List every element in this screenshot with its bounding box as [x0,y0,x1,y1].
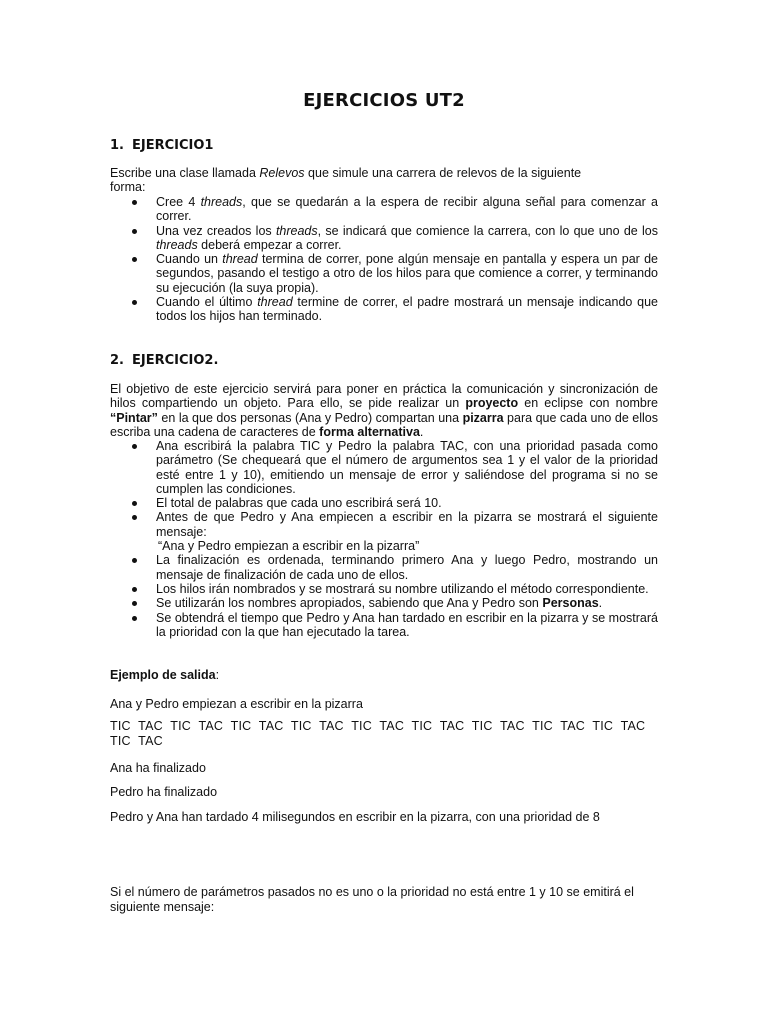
bullet-icon [132,515,137,520]
bullet-icon [132,444,137,449]
example-line-timing: Pedro y Ana han tardado 4 milisegundos en escribir en la pizarra, con una prioridad de 8 [110,810,600,824]
list-item: Antes de que Pedro y Ana empiecen a escribir en la pizarra se mostrará el siguiente mensaje: “Ana y Pedro empiezan a escribir en la pizarra” [110,510,658,553]
bullet-icon [132,229,137,234]
example-heading-label: Ejemplo de salida [110,668,216,682]
exercise-2-heading [110,353,218,368]
intro-class-name: Relevos [259,166,305,180]
exercise-1-title: EJERCICIO1 [132,138,214,153]
quoted-message: “Ana y Pedro empiezan a escribir en la pizarra” [158,539,420,554]
document-title: EJERCICIOS UT2 [303,90,465,111]
bullet-icon [132,300,137,305]
list-item: Ana escribirá la palabra TIC y Pedro la palabra TAC, con una prioridad pasada como parámetro (Se chequeará que el número de argumentos sea 1 y el valor de la prioridad esté entre 1 y 10), emitiendo un mensaje de error y saliéndose del programa si no se cumplen las condiciones. [110,439,658,496]
example-tic-tac-output [110,719,658,749]
bullet-icon [132,257,137,262]
example-line-ana-finished: Ana ha finalizado [110,761,206,775]
list-item: Los hilos irán nombrados y se mostrará su nombre utilizando el método correspondiente. [110,582,658,596]
exercise-1-list [110,195,658,324]
bullet-icon [132,200,137,205]
list-item: Cree 4 threads, que se quedarán a la espera de recibir alguna señal para comenzar a correr. [110,195,658,224]
example-heading: Ejemplo de salida: [110,668,220,682]
tic-tac-line: TIC TAC TIC TAC TIC TAC TIC TAC TIC TAC TIC TAC TIC TAC TIC TAC TIC TAC [110,719,646,733]
list-item: Se obtendrá el tiempo que Pedro y Ana han tardado en escribir en la pizarra y se mostrará la prioridad con la que han ejecutado la tarea. [110,611,658,640]
intro-text: Escribe una clase llamada [110,166,260,180]
error-message-paragraph: Si el número de parámetros pasados no es uno o la prioridad no está entre 1 y 10 se emitirá el siguiente mensaje: [110,885,634,914]
exercise-1-intro [110,166,658,195]
list-item: El total de palabras que cada uno escribirá será 10. [110,496,658,510]
exercise-2-list [110,439,658,639]
bullet-icon [132,601,137,606]
exercise-1-number: 1. [110,138,124,153]
bullet-icon [132,501,137,506]
intro-text: forma: [110,180,146,195]
list-item: Cuando un thread termina de correr, pone algún mensaje en pantalla y espera un par de segundos, pasando el testigo a otro de los hilos para que comience a correr, y terminando su ejecución (la suya propia). [110,252,658,295]
bullet-icon [132,587,137,592]
example-line-pedro-finished: Pedro ha finalizado [110,785,218,799]
exercise-2-number: 2. [110,353,124,368]
exercise-2-title: EJERCICIO2. [132,353,219,368]
intro-text: que simule una carrera de relevos de la siguiente [304,166,582,180]
example-line-start: Ana y Pedro empiezan a escribir en la pizarra [110,697,363,711]
exercise-1-heading [110,138,213,153]
list-item: La finalización es ordenada, terminando primero Ana y luego Pedro, mostrando un mensaje de finalización de cada uno de ellos. [110,553,658,582]
bullet-icon [132,616,137,621]
list-item: Se utilizarán los nombres apropiados, sabiendo que Ana y Pedro son Personas. [110,596,658,610]
exercise-2-intro: El objetivo de este ejercicio servirá para poner en práctica la comunicación y sincronización de hilos compartiendo un objeto. Para ello, se pide realizar un proyecto en eclipse con nombre “Pintar” en la que dos personas (Ana y Pedro) compartan una pizarra para que cada uno de ellos escriba una cadena de caracteres de forma alternativa. [110,382,659,439]
list-item: Una vez creados los threads, se indicará que comience la carrera, con lo que uno de los threads deberá empezar a correr. [110,224,658,253]
tic-tac-line: TIC TAC [110,734,163,748]
bullet-icon [132,558,137,563]
list-item: Cuando el último thread termine de correr, el padre mostrará un mensaje indicando que todos los hijos han terminado. [110,295,658,324]
